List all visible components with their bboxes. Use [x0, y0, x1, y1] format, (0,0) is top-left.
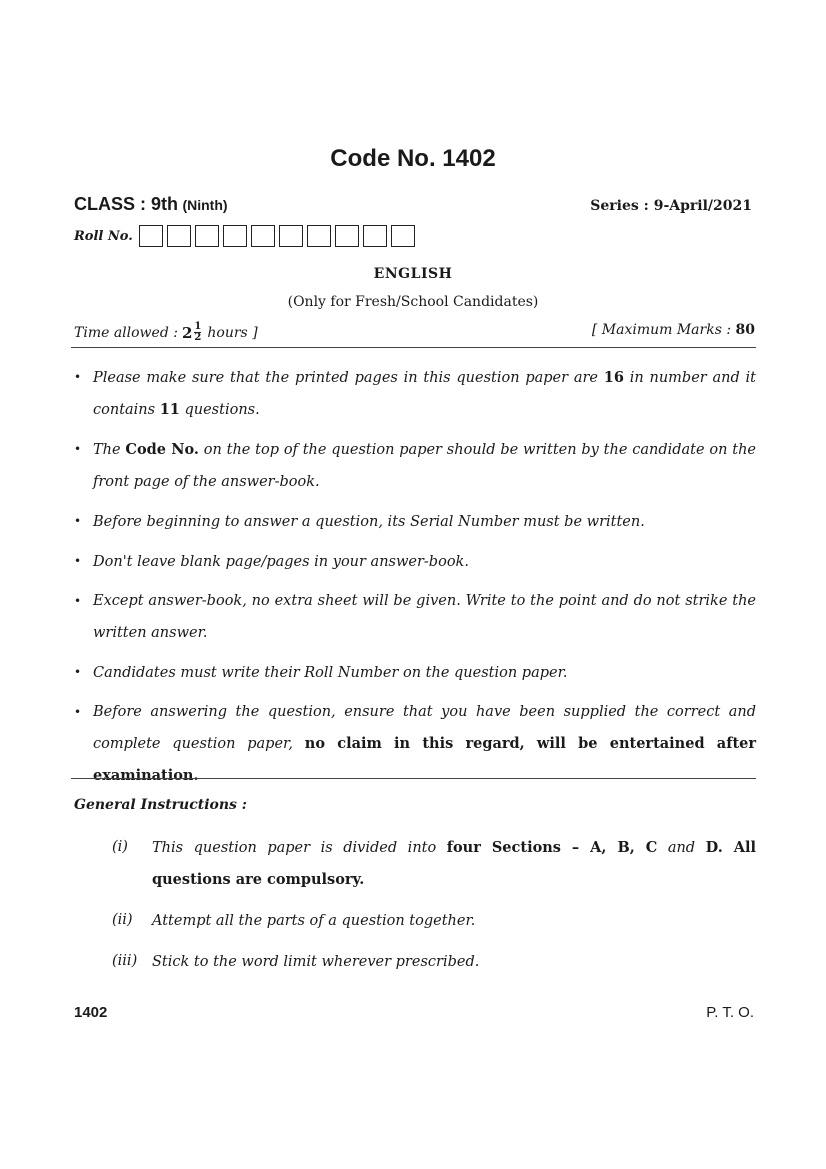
roll-number-box[interactable]: [167, 225, 191, 247]
roll-number-box[interactable]: [139, 225, 163, 247]
roll-number-label: Roll No.: [74, 228, 133, 244]
instruction-plain-text: Except answer-book, no extra sheet will be given. Write to the point and do not strike the written answer.: [93, 593, 756, 641]
instruction-plain-text: The: [93, 442, 126, 458]
time-suffix: hours ]: [207, 324, 258, 341]
instruction-bold-text: four Sections – A, B, C: [446, 839, 658, 856]
instruction-plain-text: Attempt all the parts of a question together.: [152, 913, 476, 929]
bullet-icon: •: [74, 665, 82, 679]
class-text: CLASS : 9th: [74, 194, 179, 214]
candidate-instructions-list: [74, 362, 756, 800]
code-number-title: Code No. 1402: [330, 145, 496, 172]
instruction-plain-text: This question paper is divided into: [152, 840, 447, 856]
subject-subtitle: (Only for Fresh/School Candidates): [287, 294, 539, 310]
instruction-bold-text: 11: [159, 401, 180, 418]
instruction-item: [74, 657, 756, 689]
roll-number-box[interactable]: [195, 225, 219, 247]
general-instruction-number: (i): [112, 839, 128, 855]
instruction-text: [93, 434, 756, 498]
instruction-text: [93, 362, 756, 426]
instruction-bold-text: 16: [603, 369, 624, 386]
time-whole: 2: [181, 323, 193, 342]
instruction-item: [74, 362, 756, 426]
roll-number-box[interactable]: [279, 225, 303, 247]
instructions-divider: [71, 778, 756, 779]
marks-value: 80: [735, 322, 755, 338]
maximum-marks: [592, 322, 755, 338]
marks-prefix: [ Maximum Marks :: [591, 322, 732, 338]
instruction-plain-text: Before beginning to answer a question, its Serial Number must be written.: [93, 514, 645, 530]
footer-code: 1402: [74, 1004, 108, 1021]
instruction-plain-text: on the top of the question paper should be written by the candidate on the front page of the answer-book.: [93, 442, 757, 490]
instruction-plain-text: Please make sure that the printed pages in this question paper are: [93, 370, 604, 386]
general-instruction-text: [152, 946, 756, 978]
instruction-bold-text: no claim in this regard, will be entertained after examination.: [93, 735, 757, 784]
instruction-text: [93, 546, 756, 578]
instruction-bold-text: Code No.: [125, 441, 199, 458]
general-instructions-heading: General Instructions :: [74, 797, 247, 813]
instruction-bold-text: D. All questions are compulsory.: [152, 839, 756, 888]
time-allowed: [74, 322, 258, 343]
instruction-item: [74, 586, 756, 649]
instruction-plain-text: Stick to the word limit wherever prescribed.: [152, 954, 480, 970]
series-label: Series : 9-April/2021: [590, 198, 752, 214]
footer-pto: P. T. O.: [706, 1004, 754, 1021]
instruction-item: [74, 434, 756, 498]
general-instruction-number: (ii): [112, 912, 133, 928]
roll-number-box[interactable]: [307, 225, 331, 247]
roll-number-boxes: [139, 225, 419, 247]
instruction-item: [74, 506, 756, 538]
roll-number-box[interactable]: [335, 225, 359, 247]
general-instruction-item: [112, 832, 756, 896]
instruction-text: [93, 657, 756, 689]
instruction-text: [93, 506, 756, 538]
bullet-icon: •: [74, 514, 82, 528]
instruction-plain-text: Before answering the question, ensure that you have been supplied the correct and complete question paper,: [93, 704, 756, 752]
bullet-icon: •: [74, 554, 82, 568]
instruction-plain-text: Candidates must write their Roll Number on the question paper.: [93, 665, 568, 681]
roll-number-box[interactable]: [363, 225, 387, 247]
instruction-plain-text: and: [657, 840, 706, 856]
general-instruction-number: (iii): [112, 953, 138, 969]
general-instruction-text: [152, 832, 756, 896]
instruction-item: [74, 546, 756, 578]
header-divider: [71, 347, 756, 348]
class-label: [74, 194, 228, 215]
general-instruction-text: [152, 905, 756, 937]
instruction-plain-text: questions.: [179, 402, 260, 418]
general-instruction-item: [112, 905, 756, 937]
bullet-icon: •: [74, 370, 82, 384]
time-fraction: [194, 322, 201, 343]
time-prefix: Time allowed :: [74, 324, 178, 341]
roll-number-box[interactable]: [391, 225, 415, 247]
subject-title: ENGLISH: [373, 266, 453, 282]
bullet-icon: •: [74, 705, 82, 719]
general-instruction-item: [112, 946, 756, 978]
time-fraction-numerator: 1: [194, 321, 202, 332]
instruction-text: [93, 586, 756, 649]
roll-number-box[interactable]: [223, 225, 247, 247]
roll-number-box[interactable]: [251, 225, 275, 247]
time-fraction-denominator: 2: [194, 332, 202, 343]
bullet-icon: •: [74, 442, 82, 456]
general-instructions-list: [112, 832, 756, 987]
class-paren-text: (Ninth): [182, 197, 228, 213]
instruction-plain-text: in number and it contains: [93, 370, 756, 418]
bullet-icon: •: [74, 594, 82, 608]
instruction-plain-text: Don't leave blank page/pages in your answer-book.: [93, 554, 469, 570]
roll-number-row: [74, 225, 419, 247]
